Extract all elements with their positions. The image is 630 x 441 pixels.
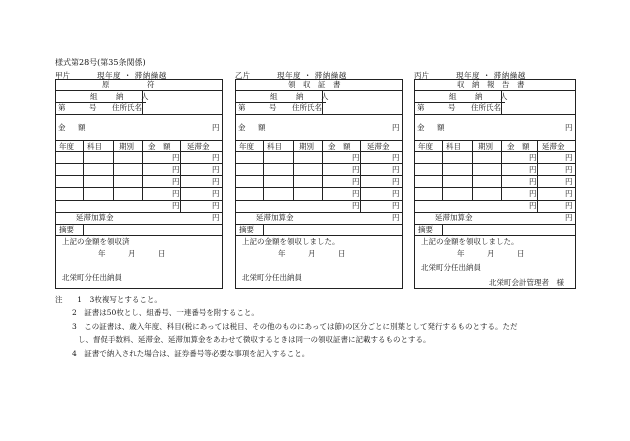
divider	[56, 235, 222, 236]
yen-unit: 円	[565, 189, 573, 198]
tekiyou-label: 摘要	[239, 225, 254, 234]
dai-label: 第	[58, 103, 66, 112]
col-kingaku: 金 額	[507, 142, 530, 151]
col-kibetsu: 期別	[299, 142, 314, 151]
divider	[415, 163, 575, 164]
divider	[472, 140, 473, 200]
gou-label: 号	[448, 103, 456, 112]
tekiyou-label: 摘要	[418, 225, 433, 234]
yen-unit: 円	[172, 165, 180, 174]
yen-unit: 円	[212, 123, 220, 132]
divider	[56, 175, 222, 176]
divider	[236, 140, 402, 141]
divider	[236, 235, 402, 236]
divider	[236, 187, 402, 188]
note-item: 1 3枚複写とすること。	[77, 295, 162, 304]
address-name-label: 住所氏名	[112, 103, 142, 112]
kin-label: 金	[417, 123, 425, 132]
treasurer-footer: 北栄町会計管理者 様	[489, 278, 564, 287]
divider	[56, 224, 222, 225]
notes	[55, 293, 595, 360]
divider	[263, 140, 264, 200]
divider	[415, 200, 575, 201]
yen-unit: 円	[392, 165, 400, 174]
yen-unit: 円	[392, 177, 400, 186]
kumi-label: 組	[90, 92, 98, 101]
receipt-text: 上記の金額を領収済	[62, 237, 130, 246]
yen-unit: 円	[212, 213, 220, 222]
yen-unit: 円	[565, 201, 573, 210]
kin-label: 金	[238, 123, 246, 132]
note-row	[55, 293, 595, 306]
col-entai: 延滞金	[542, 142, 565, 151]
office-label: 北栄町分任出納員	[62, 273, 122, 282]
col-nendo: 年度	[59, 142, 74, 151]
divider	[442, 224, 443, 235]
col-kamoku: 科目	[267, 142, 282, 151]
yen-unit: 円	[172, 189, 180, 198]
divider	[236, 175, 402, 176]
slip-year-type: 現年度 ・ 滞納繰越	[277, 71, 347, 80]
divider	[83, 224, 84, 235]
gaku-label: 額	[437, 123, 445, 132]
divider	[293, 140, 294, 200]
yen-unit: 円	[212, 165, 220, 174]
date-line: 年 月 日	[457, 249, 525, 258]
slip-year-type: 現年度 ・ 滞納繰越	[97, 71, 167, 80]
note-item: 4 証書で納入された場合は、証券番号等必要な事項を記入すること。	[72, 348, 310, 358]
divider	[236, 200, 402, 201]
divider	[142, 91, 143, 114]
yen-unit: 円	[565, 165, 573, 174]
divider	[415, 90, 575, 91]
gaku-label: 額	[258, 123, 266, 132]
yen-unit: 円	[392, 201, 400, 210]
divider	[263, 224, 264, 235]
office-label: 北栄町分任出納員	[242, 273, 302, 282]
note-row	[55, 347, 595, 360]
note-item: 2 証書は50枚とし、組番号、一連番号を附すること。	[72, 308, 259, 318]
yen-unit: 円	[212, 177, 220, 186]
divider	[113, 140, 114, 200]
note-item: 3 この証書は、歳入年度、科目(税にあっては税目、その他のものにあっては節)の区分ごとに別葉として発行するものとする。ただ	[72, 321, 518, 331]
col-entai: 延滞金	[187, 142, 210, 151]
col-entai: 延滞金	[367, 142, 390, 151]
divider	[236, 151, 402, 152]
divider	[501, 140, 502, 200]
gou-label: 号	[89, 103, 97, 112]
nin-label: 人	[500, 92, 508, 101]
slip-kou	[55, 71, 223, 289]
divider	[56, 187, 222, 188]
note-row	[55, 320, 595, 333]
address-name-label: 住所氏名	[471, 103, 501, 112]
slip-heading: 領 収 証 書	[288, 80, 341, 89]
yen-unit: 円	[352, 165, 360, 174]
slip-heading: 原 符	[102, 80, 155, 89]
divider	[236, 224, 402, 225]
slip-part-label: 甲片	[55, 71, 70, 80]
yen-unit: 円	[529, 177, 537, 186]
divider	[56, 200, 222, 201]
date-line: 年 月 日	[98, 249, 166, 258]
yen-unit: 円	[392, 213, 400, 222]
kumi-label: 組	[449, 92, 457, 101]
col-kibetsu: 期別	[119, 142, 134, 151]
late-fee-label: 延滞加算金	[256, 213, 294, 222]
late-fee-label: 延滞加算金	[435, 213, 473, 222]
yen-unit: 円	[352, 177, 360, 186]
kin-label: 金	[58, 123, 66, 132]
yen-unit: 円	[352, 201, 360, 210]
col-kingaku: 金 額	[328, 142, 351, 151]
notes-label: 注	[55, 295, 63, 304]
form-title: 様式第28号(第35条関係)	[55, 58, 146, 67]
divider	[83, 140, 84, 200]
late-fee-label: 延滞加算金	[76, 213, 114, 222]
divider	[236, 114, 402, 115]
divider	[322, 91, 323, 114]
divider	[56, 140, 222, 141]
gou-label: 号	[269, 103, 277, 112]
col-kamoku: 科目	[446, 142, 461, 151]
receipt-text: 上記の金額を領収しました。	[242, 237, 340, 246]
receipt-text: 上記の金額を領収しました。	[421, 237, 519, 246]
nin-label: 人	[141, 92, 149, 101]
divider	[322, 140, 323, 200]
divider	[56, 114, 222, 115]
divider	[415, 187, 575, 188]
divider	[415, 224, 575, 225]
divider	[236, 163, 402, 164]
divider	[415, 175, 575, 176]
yen-unit: 円	[172, 153, 180, 162]
gaku-label: 額	[78, 123, 86, 132]
dai-label: 第	[417, 103, 425, 112]
yen-unit: 円	[529, 201, 537, 210]
nou-label: 納	[116, 92, 124, 101]
dai-label: 第	[238, 103, 246, 112]
divider	[442, 140, 443, 200]
note-row	[55, 333, 595, 346]
divider	[236, 90, 402, 91]
slip-part-label: 乙片	[235, 71, 250, 80]
yen-unit: 円	[212, 189, 220, 198]
nou-label: 納	[296, 92, 304, 101]
slip-heading: 収 納 報 告 書	[457, 80, 525, 89]
yen-unit: 円	[392, 153, 400, 162]
yen-unit: 円	[352, 153, 360, 162]
divider	[415, 140, 575, 141]
yen-unit: 円	[392, 189, 400, 198]
slip-frame	[414, 79, 576, 289]
yen-unit: 円	[529, 153, 537, 162]
slip-year-type: 現年度 ・ 滞納繰越	[456, 71, 526, 80]
slip-frame	[235, 79, 403, 289]
col-kibetsu: 期別	[478, 142, 493, 151]
office-label: 北栄町分任出納員	[421, 263, 481, 272]
divider	[415, 151, 575, 152]
slip-otsu	[235, 71, 403, 289]
slip-frame	[55, 79, 223, 289]
divider	[415, 114, 575, 115]
address-name-label: 住所氏名	[292, 103, 322, 112]
slip-part-label: 丙片	[414, 71, 429, 80]
col-nendo: 年度	[239, 142, 254, 151]
divider	[142, 140, 143, 200]
slip-hei	[414, 71, 582, 289]
date-line: 年 月 日	[278, 249, 346, 258]
yen-unit: 円	[212, 153, 220, 162]
divider	[415, 235, 575, 236]
yen-unit: 円	[565, 213, 573, 222]
yen-unit: 円	[565, 177, 573, 186]
col-kamoku: 科目	[87, 142, 102, 151]
yen-unit: 円	[172, 201, 180, 210]
yen-unit: 円	[212, 201, 220, 210]
yen-unit: 円	[352, 189, 360, 198]
yen-unit: 円	[392, 123, 400, 132]
divider	[56, 163, 222, 164]
divider	[501, 91, 502, 114]
note-item: し、督促手数料、延滞金、延滞加算金をあわせて徴収するときは同一の領収証書に記載するものとする。	[78, 335, 431, 345]
yen-unit: 円	[565, 153, 573, 162]
yen-unit: 円	[565, 123, 573, 132]
nin-label: 人	[321, 92, 329, 101]
nou-label: 納	[475, 92, 483, 101]
divider	[56, 151, 222, 152]
note-row	[55, 306, 595, 319]
yen-unit: 円	[529, 189, 537, 198]
tekiyou-label: 摘要	[59, 225, 74, 234]
yen-unit: 円	[172, 177, 180, 186]
col-nendo: 年度	[418, 142, 433, 151]
col-kingaku: 金 額	[148, 142, 171, 151]
kumi-label: 組	[270, 92, 278, 101]
yen-unit: 円	[529, 165, 537, 174]
divider	[56, 90, 222, 91]
